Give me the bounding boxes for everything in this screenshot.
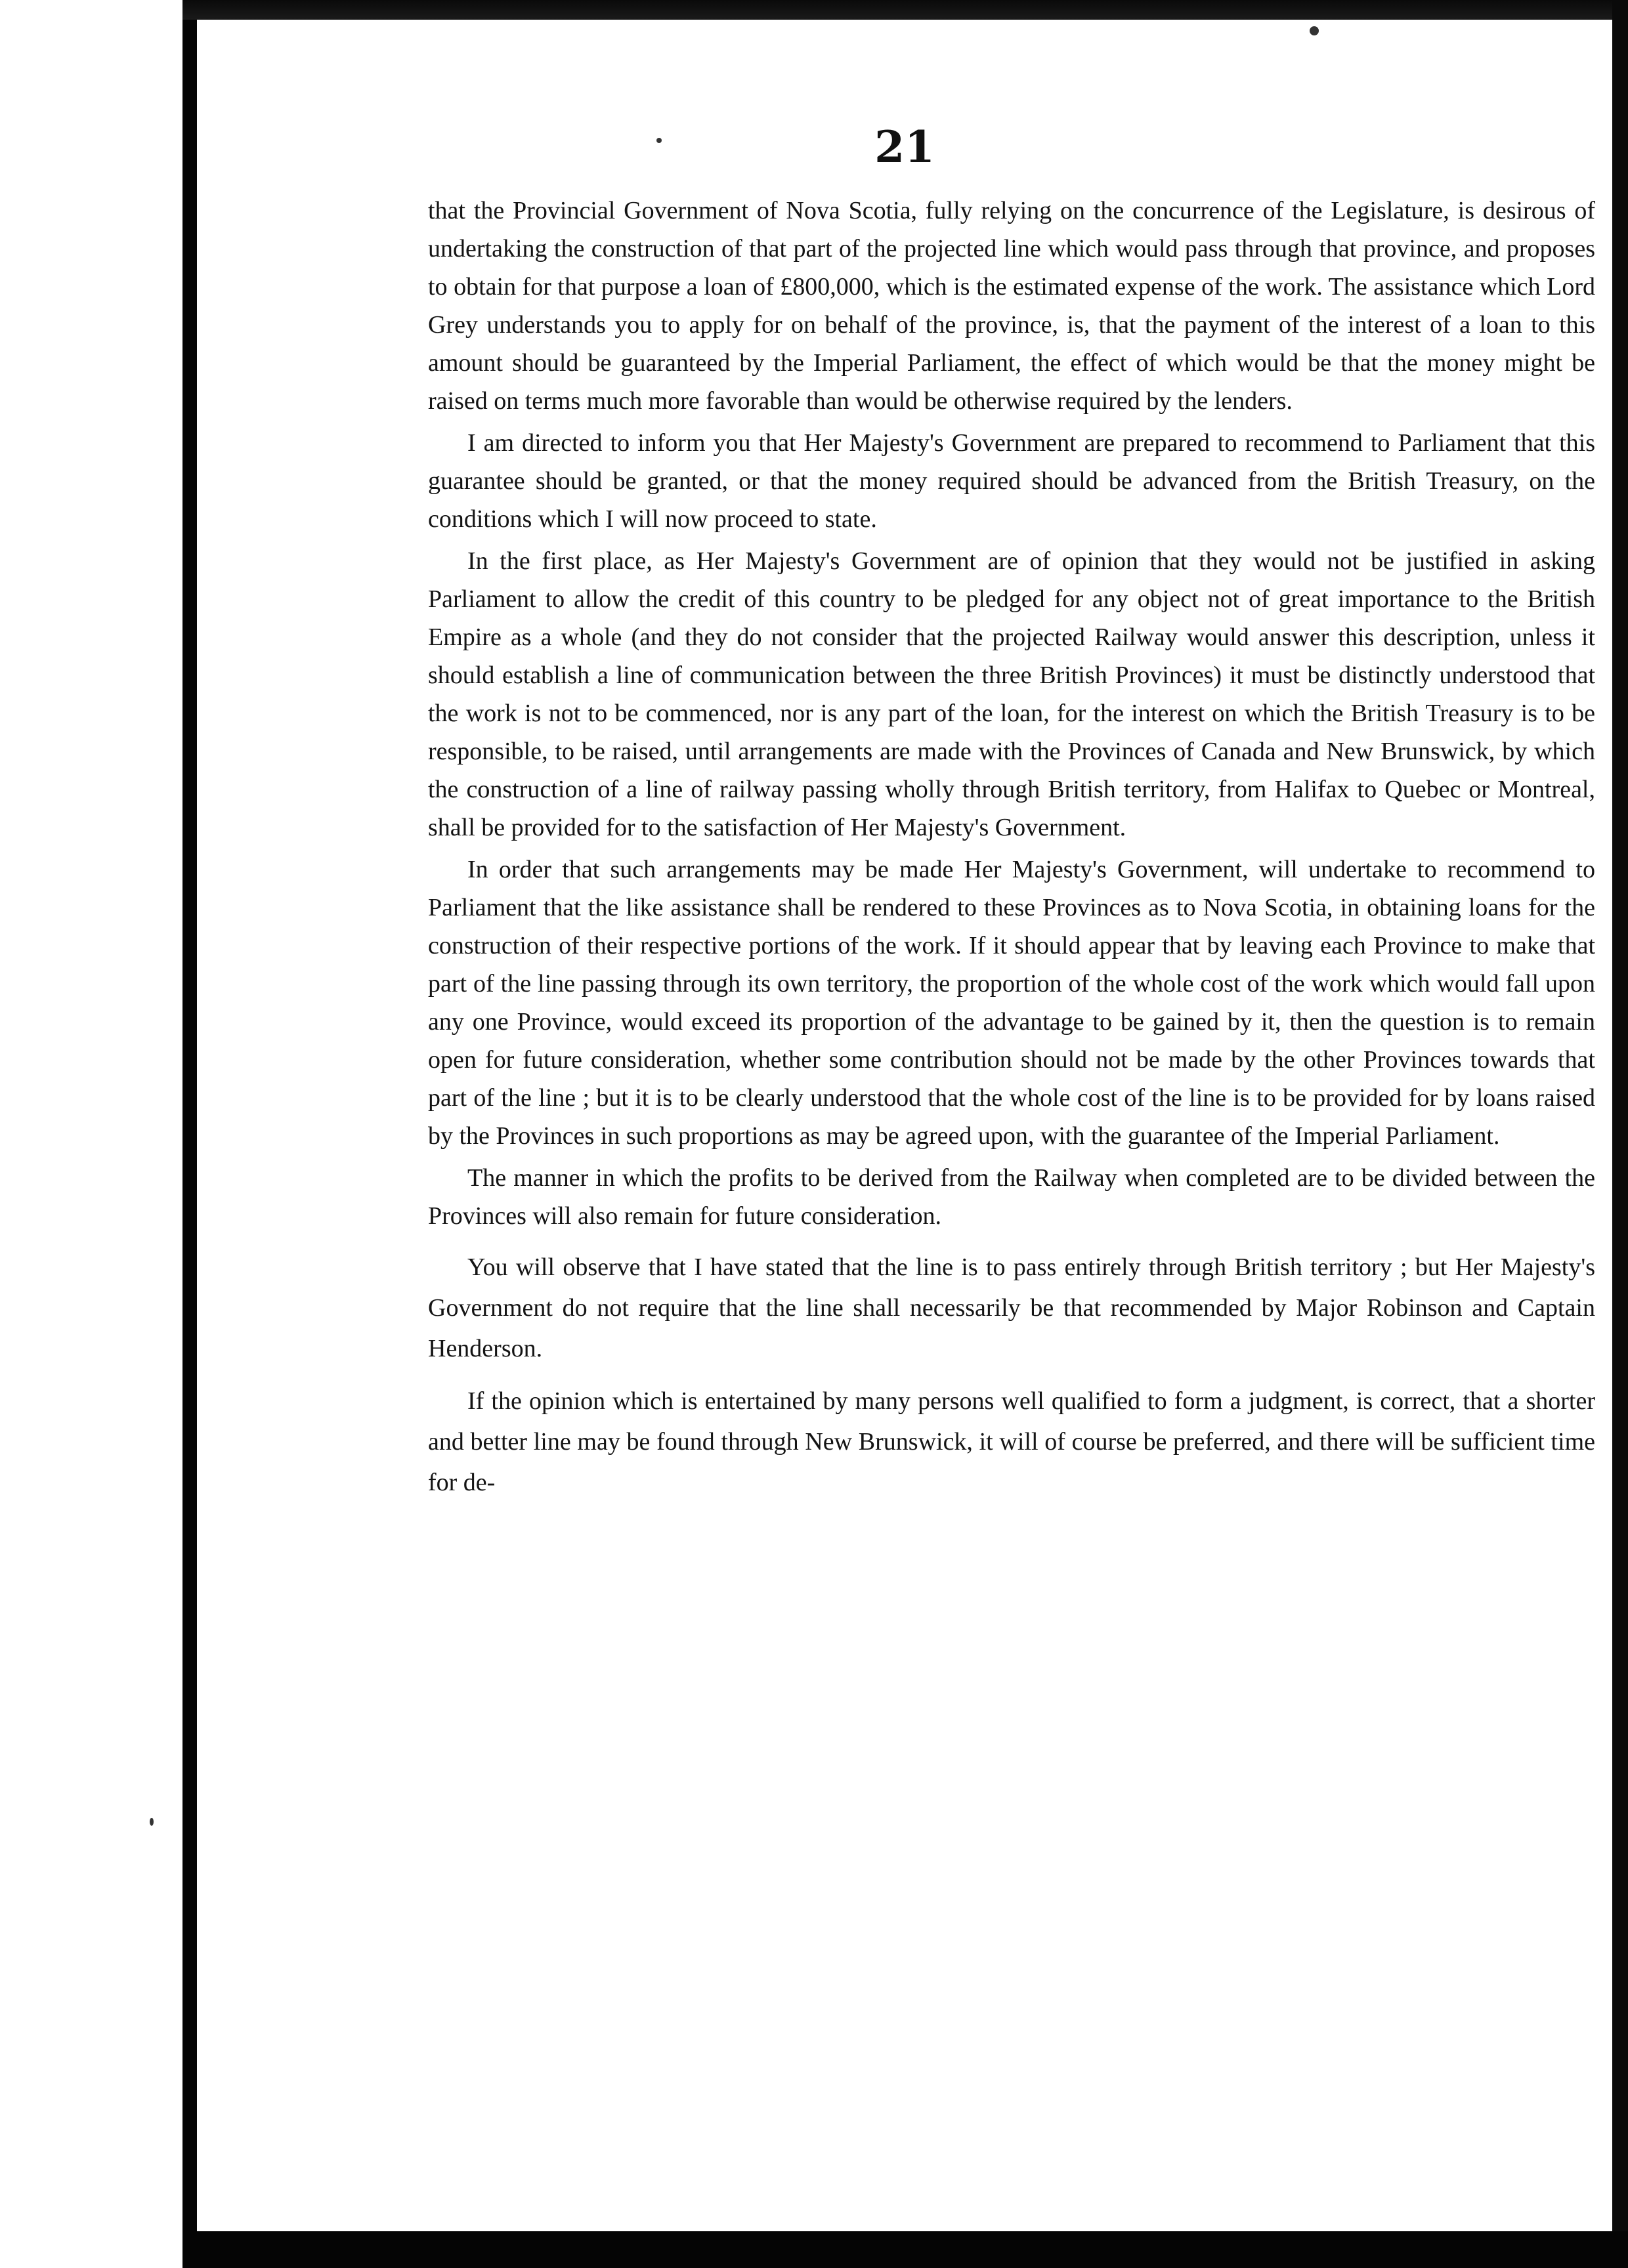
left-margin xyxy=(0,0,197,2268)
scan-speck xyxy=(656,138,662,143)
paragraph-4: In order that such arrangements may be made Her Majesty's Government, will undertake to recommend to Parliament that the like assistance shall be rendered to these Provinces as to Nova Scotia, in obtaining loans for the construction of their respective portions of the work. If it should appear that by leaving each Province to make that part of the line passing through its own territory, the proportion of the whole cost of the work which would fall upon any one Province, would exceed its proportion of the advantage to be gained by it, then the question is to remain open for future consideration, whether some contribution should not be made by the other Provinces towards that part of the line ; but it is to be clearly understood that the whole cost of the line is to be provided for by loans raised by the Provinces in such proportions as may be agreed upon, with the guarantee of the Imperial Parliament. xyxy=(428,856,1595,1150)
top-scan-edge xyxy=(182,0,1628,20)
document-page xyxy=(197,20,1612,2231)
paragraph-1: that the Provincial Government of Nova Scotia, fully relying on the concurrence of the Legislature, is desirous of undertaking the construction of that part of the projected line which would pass through that province, and proposes to obtain for that purpose a loan of £800,000, which is the estimated expense of the work. The assistance which Lord Grey understands you to apply for on behalf of the province, is, that the payment of the interest of a loan to this amount should be guaranteed by the Imperial Parliament, the effect of which would be that the money might be raised on terms much more favorable than would be otherwise required by the lenders. xyxy=(428,197,1595,415)
paragraph-2: I am directed to inform you that Her Majesty's Government are prepared to recommend to Parliament that this guarantee should be granted, or that the money required should be advanced from the British Treasury, on the conditions which I will now proceed to state. xyxy=(428,429,1595,533)
body-text xyxy=(428,192,1595,1507)
scan-speck xyxy=(1310,26,1319,35)
scan-speck xyxy=(150,1818,154,1826)
paragraph-3: In the first place, as Her Majesty's Government are of opinion that they would not be justified in asking Parliament to allow the credit of this country to be pledged for any object not of great importance to the British Empire as a whole (and they do not consider that the projected Railway would answer this description, unless it should establish a line of communication between the three British Provinces) it must be distinctly understood that the work is not to be commenced, nor is any part of the loan, for the interest on which the British Treasury is to be responsible, to be raised, until arrangements are made with the Provinces of Canada and New Brunswick, by which the construction of a line of railway passing wholly through British territory, from Halifax to Quebec or Montreal, shall be provided for to the satisfaction of Her Majesty's Government. xyxy=(428,547,1595,841)
paragraph-5: The manner in which the profits to be derived from the Railway when completed are to be divided between the Provinces will also remain for future consideration. xyxy=(428,1164,1595,1230)
page-number: 21 xyxy=(874,121,935,173)
paragraph-7: If the opinion which is entertained by many persons well qualified to form a judgment, is correct, that a shorter and better line may be found through New Brunswick, it will of course be preferred, and there will be sufficient time for de- xyxy=(428,1387,1595,1496)
bottom-scan-edge xyxy=(182,2231,1628,2268)
binding-shadow xyxy=(182,0,197,2268)
paragraph-6: You will observe that I have stated that the line is to pass entirely through British territory ; but Her Majesty's Government do not require that the line shall necessarily be that recommended by Major Robinson and Captain Henderson. xyxy=(428,1253,1595,1362)
right-scan-edge xyxy=(1612,0,1628,2268)
